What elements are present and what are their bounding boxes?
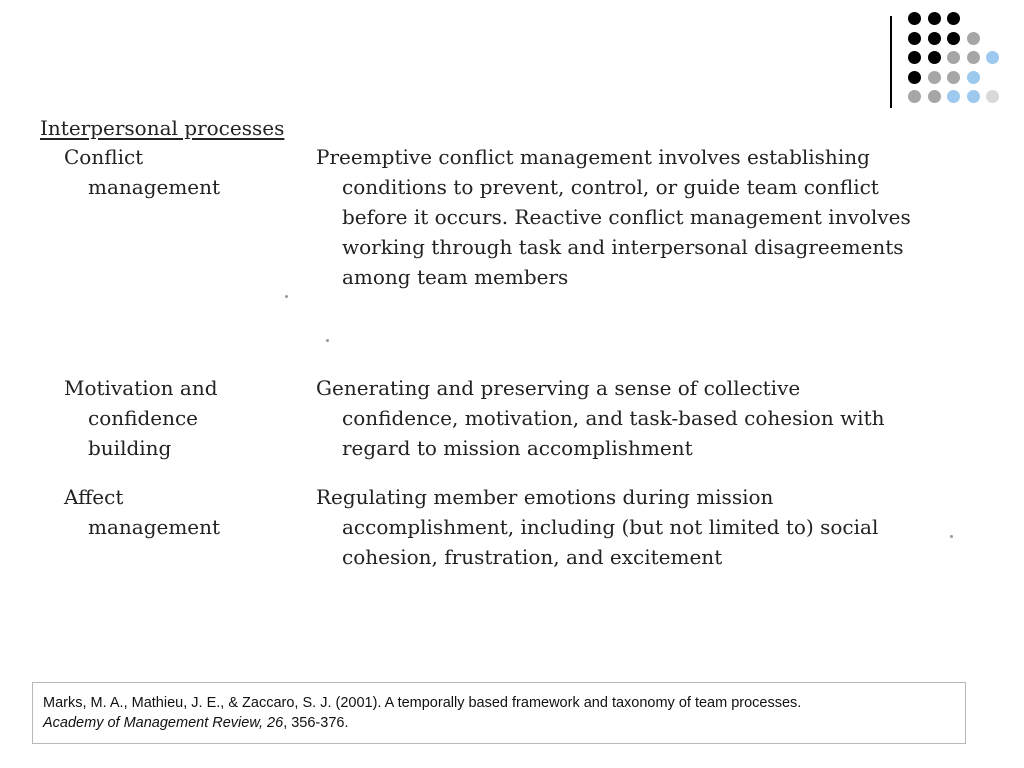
term-affect-management: [64, 482, 220, 542]
term-motivation-confidence-building: [64, 373, 218, 463]
decorative-dot-grid: [908, 12, 1008, 112]
scan-speck: [285, 295, 288, 298]
citation-box: [32, 682, 966, 744]
definition-motivation-confidence-building: [316, 373, 885, 463]
citation-journal: Academy of Management Review, 26: [43, 715, 284, 731]
term-line: Motivation and: [64, 376, 218, 400]
definition-line: among team members: [342, 265, 569, 289]
decorative-dot: [928, 71, 941, 84]
decorative-dot: [967, 32, 980, 45]
term-line: Affect: [64, 485, 124, 509]
section-heading: Interpersonal processes: [40, 116, 285, 140]
definition-line: regard to mission accomplishment: [342, 436, 693, 460]
definition-line: conditions to prevent, control, or guide team conflict: [342, 175, 879, 199]
citation-line-1: Marks, M. A., Mathieu, J. E., & Zaccaro, S. J. (2001). A temporally based framework and taxonomy of team processes.: [43, 695, 802, 711]
term-line: management: [88, 515, 221, 539]
decorative-dot: [947, 90, 960, 103]
term-conflict-management: [64, 142, 220, 202]
definition-line: working through task and interpersonal disagreements: [342, 235, 904, 259]
decorative-dot: [947, 12, 960, 25]
definition-conflict-management: [316, 142, 911, 292]
definition-line: confidence, motivation, and task-based cohesion with: [342, 406, 885, 430]
term-line: confidence: [88, 406, 199, 430]
decorative-dot: [908, 90, 921, 103]
decorative-dot: [928, 32, 941, 45]
decorative-dot: [986, 51, 999, 64]
decorative-dot: [908, 51, 921, 64]
decorative-dot: [928, 90, 941, 103]
definition-line: accomplishment, including (but not limited to) social: [342, 515, 879, 539]
divider-line: [890, 16, 892, 108]
decorative-dot: [986, 90, 999, 103]
decorative-dot: [908, 12, 921, 25]
decorative-dot: [947, 32, 960, 45]
decorative-dot: [908, 71, 921, 84]
decorative-dot: [947, 51, 960, 64]
decorative-dot: [928, 51, 941, 64]
decorative-dot: [967, 90, 980, 103]
citation-pages: , 356-376.: [283, 715, 349, 731]
decorative-dot: [928, 12, 941, 25]
definition-affect-management: [316, 482, 878, 572]
citation-line-2: [43, 713, 957, 733]
scan-speck: [326, 339, 329, 342]
decorative-dot: [967, 51, 980, 64]
definition-line: Preemptive conflict management involves establishing: [316, 145, 870, 169]
definition-line: before it occurs. Reactive conflict management involves: [342, 205, 911, 229]
definition-line: cohesion, frustration, and excitement: [342, 545, 723, 569]
decorative-dot: [947, 71, 960, 84]
scan-speck: [950, 535, 953, 538]
decorative-dot: [967, 71, 980, 84]
term-line: building: [88, 436, 172, 460]
term-line: management: [88, 175, 221, 199]
term-line: Conflict: [64, 145, 144, 169]
definition-line: Generating and preserving a sense of collective: [316, 376, 801, 400]
definition-line: Regulating member emotions during mission: [316, 485, 774, 509]
decorative-dot: [908, 32, 921, 45]
